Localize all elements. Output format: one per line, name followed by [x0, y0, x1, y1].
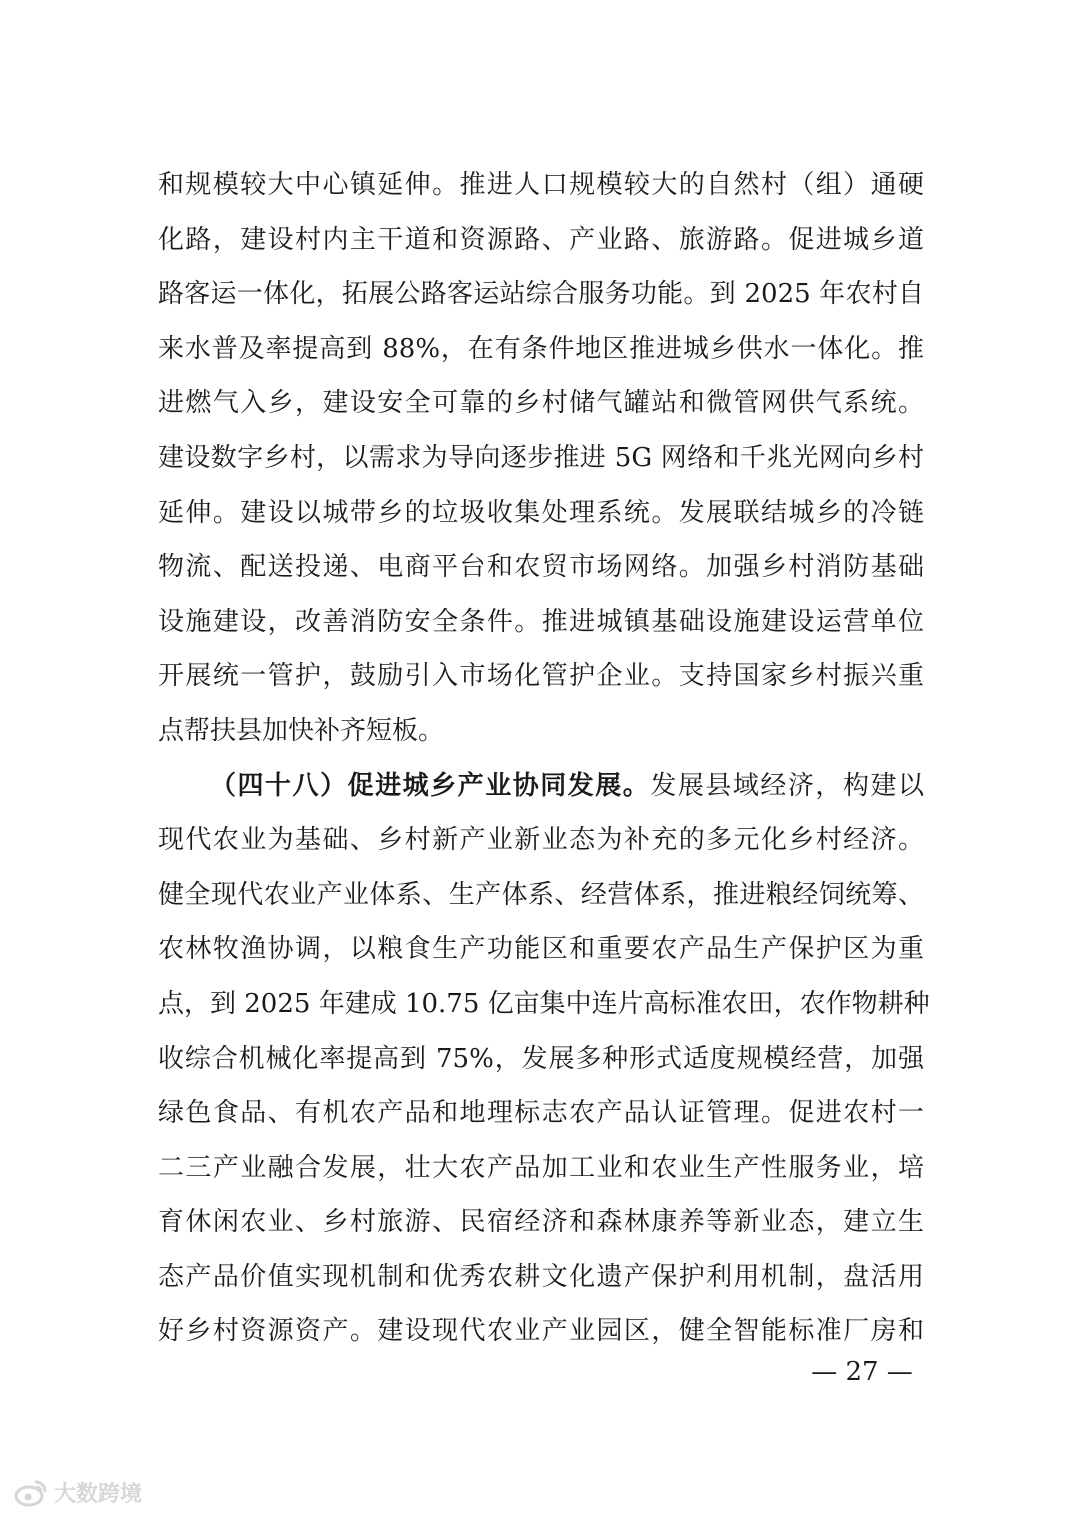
text-line: 化路，建设村内主干道和资源路、产业路、旅游路。促进城乡道: [158, 224, 924, 255]
body-text: [158, 158, 930, 1359]
text-line: 点帮扶县加快补齐短板。: [158, 715, 445, 746]
text-line: 进燃气入乡，建设安全可靠的乡村储气罐站和微管网供气系统。: [158, 388, 924, 419]
text-line: 开展统一管护，鼓励引入市场化管护企业。支持国家乡村振兴重: [158, 661, 924, 692]
text-line: 延伸。建设以城带乡的垃圾收集处理系统。发展联结城乡的冷链: [158, 497, 924, 528]
section-heading: （四十八）促进城乡产业协同发展。: [210, 770, 651, 801]
text-line: 二三产业融合发展，壮大农产品加工业和农业生产性服务业，培: [158, 1152, 924, 1183]
text-line: 路客运一体化，拓展公路客运站综合服务功能。到 2025 年农村自: [158, 279, 924, 310]
text-line: 农林牧渔协调，以粮食生产功能区和重要农产品生产保护区为重: [158, 934, 924, 965]
text-line: 态产品价值实现机制和优秀农耕文化遗产保护利用机制，盘活用: [158, 1261, 924, 1292]
text-span: 发展县域经济，构建以: [650, 770, 924, 801]
text-line: 收综合机械化率提高到 75%，发展多种形式适度规模经营，加强: [158, 1043, 924, 1074]
text-line: 点，到 2025 年建成 10.75 亿亩集中连片高标准农田，农作物耕种: [158, 988, 930, 1019]
text-line: 和规模较大中心镇延伸。推进人口规模较大的自然村（组）通硬: [158, 170, 924, 200]
section-first-line: [158, 759, 924, 814]
text-line: 现代农业为基础、乡村新产业新业态为补充的多元化乡村经济。: [158, 825, 924, 856]
text-line: 建设数字乡村，以需求为导向逐步推进 5G 网络和千兆光网向乡村: [158, 442, 924, 473]
text-line: 好乡村资源资产。建设现代农业产业园区，健全智能标准厂房和: [158, 1316, 924, 1347]
text-line: 绿色食品、有机农产品和地理标志农产品认证管理。促进农村一: [158, 1098, 924, 1129]
text-line: 设施建设，改善消防安全条件。推进城镇基础设施建设运营单位: [158, 606, 924, 637]
watermark-text: 大数跨境: [54, 1482, 143, 1507]
page-number: — 27 —: [811, 1357, 913, 1387]
watermark: [14, 1477, 142, 1508]
text-line: 来水普及率提高到 88%，在有条件地区推进城乡供水一体化。推: [158, 333, 924, 364]
text-line: 健全现代农业产业体系、生产体系、经营体系，推进粮经饲统筹、: [158, 879, 924, 910]
text-line: 育休闲农业、乡村旅游、民宿经济和森林康养等新业态，建立生: [158, 1207, 924, 1238]
weibo-logo-icon: [14, 1478, 48, 1508]
text-line: 物流、配送投递、电商平台和农贸市场网络。加强乡村消防基础: [158, 552, 924, 583]
